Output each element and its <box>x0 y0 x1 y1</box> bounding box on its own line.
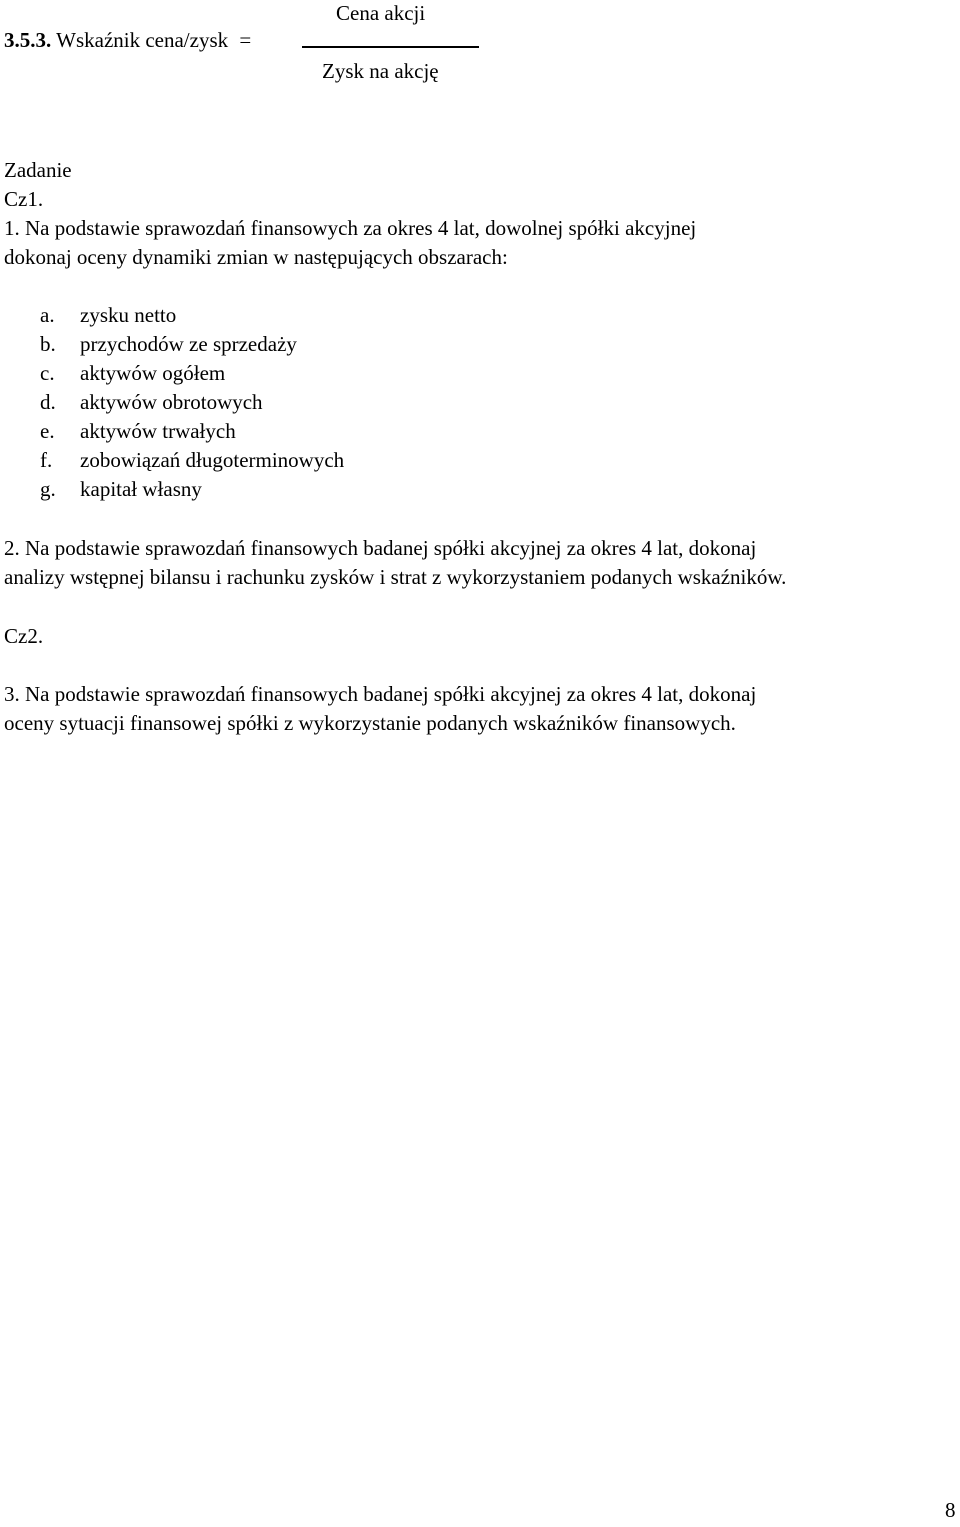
list-text: aktywów trwałych <box>80 419 236 443</box>
list-letter: c. <box>40 361 55 385</box>
list-text: aktywów ogółem <box>80 361 226 385</box>
list-item <box>40 479 202 500</box>
part2-label: Cz2. <box>4 624 44 648</box>
task-heading: Zadanie <box>4 158 72 182</box>
list-text: kapitał własny <box>80 477 202 501</box>
section-number: 3.5.3. <box>4 28 52 52</box>
list-item <box>40 450 344 471</box>
list-text: przychodów ze sprzedaży <box>80 332 297 356</box>
list-letter: d. <box>40 390 56 414</box>
fraction-line <box>302 46 479 48</box>
list-letter: f. <box>40 448 53 472</box>
item1-line1: 1. Na podstawie sprawozdań finansowych za okres 4 lat, dowolnej spółki akcyjnej <box>4 216 697 240</box>
formula-equals: = <box>239 28 252 52</box>
list-item <box>40 392 263 413</box>
item1-line2: dokonaj oceny dynamiki zmian w następujących obszarach: <box>4 245 508 269</box>
item2-line2: analizy wstępnej bilansu i rachunku zysków i strat z wykorzystaniem podanych wskaźników. <box>4 565 787 589</box>
list-letter: g. <box>40 477 56 501</box>
item3-line1: 3. Na podstawie sprawozdań finansowych badanej spółki akcyjnej za okres 4 lat, dokonaj <box>4 682 757 706</box>
formula-denominator: Zysk na akcję <box>322 59 439 83</box>
page-number: 8 <box>945 1498 956 1522</box>
list-letter: b. <box>40 332 56 356</box>
formula-name: Wskaźnik cena/zysk <box>56 28 229 52</box>
item2-line1: 2. Na podstawie sprawozdań finansowych badanej spółki akcyjnej za okres 4 lat, dokonaj <box>4 536 757 560</box>
list-letter: a. <box>40 303 55 327</box>
formula-numerator: Cena akcji <box>336 1 426 25</box>
list-item <box>40 334 297 355</box>
item3-line2: oceny sytuacji finansowej spółki z wykorzystanie podanych wskaźników finansowych. <box>4 711 736 735</box>
list-text: zobowiązań długoterminowych <box>80 448 345 472</box>
section-heading <box>4 30 251 51</box>
list-item <box>40 421 236 442</box>
list-letter: e. <box>40 419 55 443</box>
part1-label: Cz1. <box>4 187 44 211</box>
list-text: aktywów obrotowych <box>80 390 263 414</box>
list-item <box>40 363 225 384</box>
list-item <box>40 305 176 326</box>
list-text: zysku netto <box>80 303 177 327</box>
